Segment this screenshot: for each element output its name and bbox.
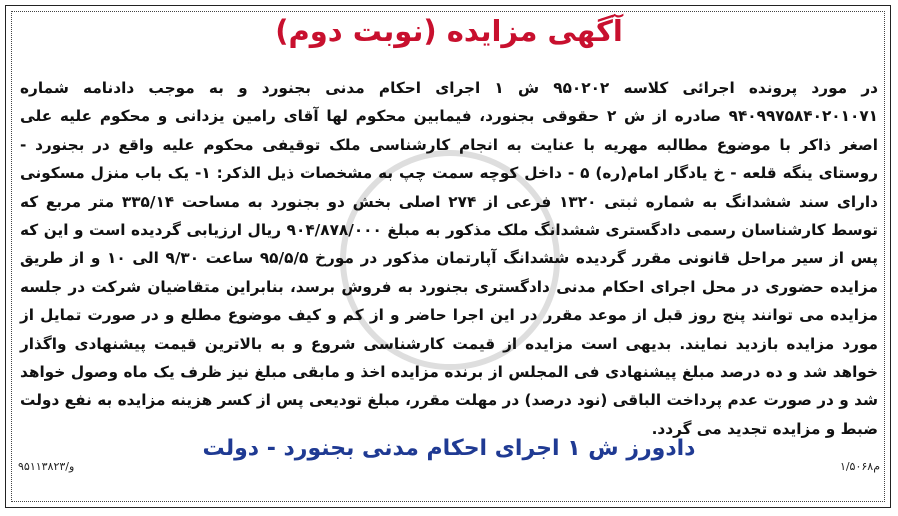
notice-body bbox=[20, 74, 878, 443]
notice-title: آگهی مزایده (نوبت دوم) bbox=[275, 14, 623, 48]
notice-body-text: در مورد پرونده اجرائی کلاسه ۹۵۰۲۰۲ ش ۱ اجرای احکام مدنی بجنورد و به موجب دادنامه شماره ۹۴۰۹۹۷۵۸۴۰۲۰۱۰۷۱ صادره از ش ۲ حقوقی بجنورد، فیمابین محکوم لها آقای رامین یزدانی و محکوم علیه علی اصغر ذاکر با موضوع مطالبه مهریه با عنایت به انجام کارشناسی ملک توقیفی محکوم علیه واقع در بجنورد - روستای ینگه قلعه - خ یادگار امام(ره) ۵ - داخل کوچه سمت چپ به مشخصات ذیل الذکر: ۱- یک باب منزل مسکونی دارای سند ششدانگ به شماره ثبتی ۱۳۲۰ فرعی از ۲۷۴ اصلی بخش دو بجنورد به مساحت ۳۳۵/۱۴ متر مربع که توسط کارشناسان رسمی دادگستری ششدانگ ملک مذکور به مبلغ ۹۰۴/۸۷۸/۰۰۰ ریال ارزیابی گردیده است و این که پس از سیر مراحل قانونی مقرر گردیده ششدانگ آپارتمان مذکور در مورخ ۹۵/۵/۵ ساعت ۹/۳۰ الی ۱۰ و از طریق مزایده حضوری در محل اجرای احکام مدنی دادگستری بجنورد به فروش برسد، بنابراین متقاضیان شرکت در جلسه مزایده می توانند پنج روز قبل از موعد مقرر در این اجرا حاضر و از کم و کیف موضوع مطلع و در صورت تمایل از مورد مزایده بازدید نمایند. بدیهی است مزایده از قیمت کارشناسی شروع و به بالاترین قیمت پیشنهادی واگذار خواهد شد و ده درصد مبلغ پیشنهادی فی المجلس از برنده مزایده اخذ و مابقی مبلغ نیز ظرف یک ماه وصول خواهد شد و در صورت عدم پرداخت الباقی (نود درصد) در مهلت مقرر، مبلغ تودیعی پس از کسر هزینه مزایده به نفع دولت ضبط و مزایده تجدید می گردد. bbox=[20, 79, 878, 438]
issuer-signature: دادورز ش ۱ اجرای احکام مدنی بجنورد - دولت bbox=[202, 436, 696, 461]
reference-code-right: م۱/۵۰۶۸ bbox=[839, 460, 880, 473]
reference-code-left: و/۹۵۱۱۳۸۲۳ bbox=[18, 460, 75, 473]
